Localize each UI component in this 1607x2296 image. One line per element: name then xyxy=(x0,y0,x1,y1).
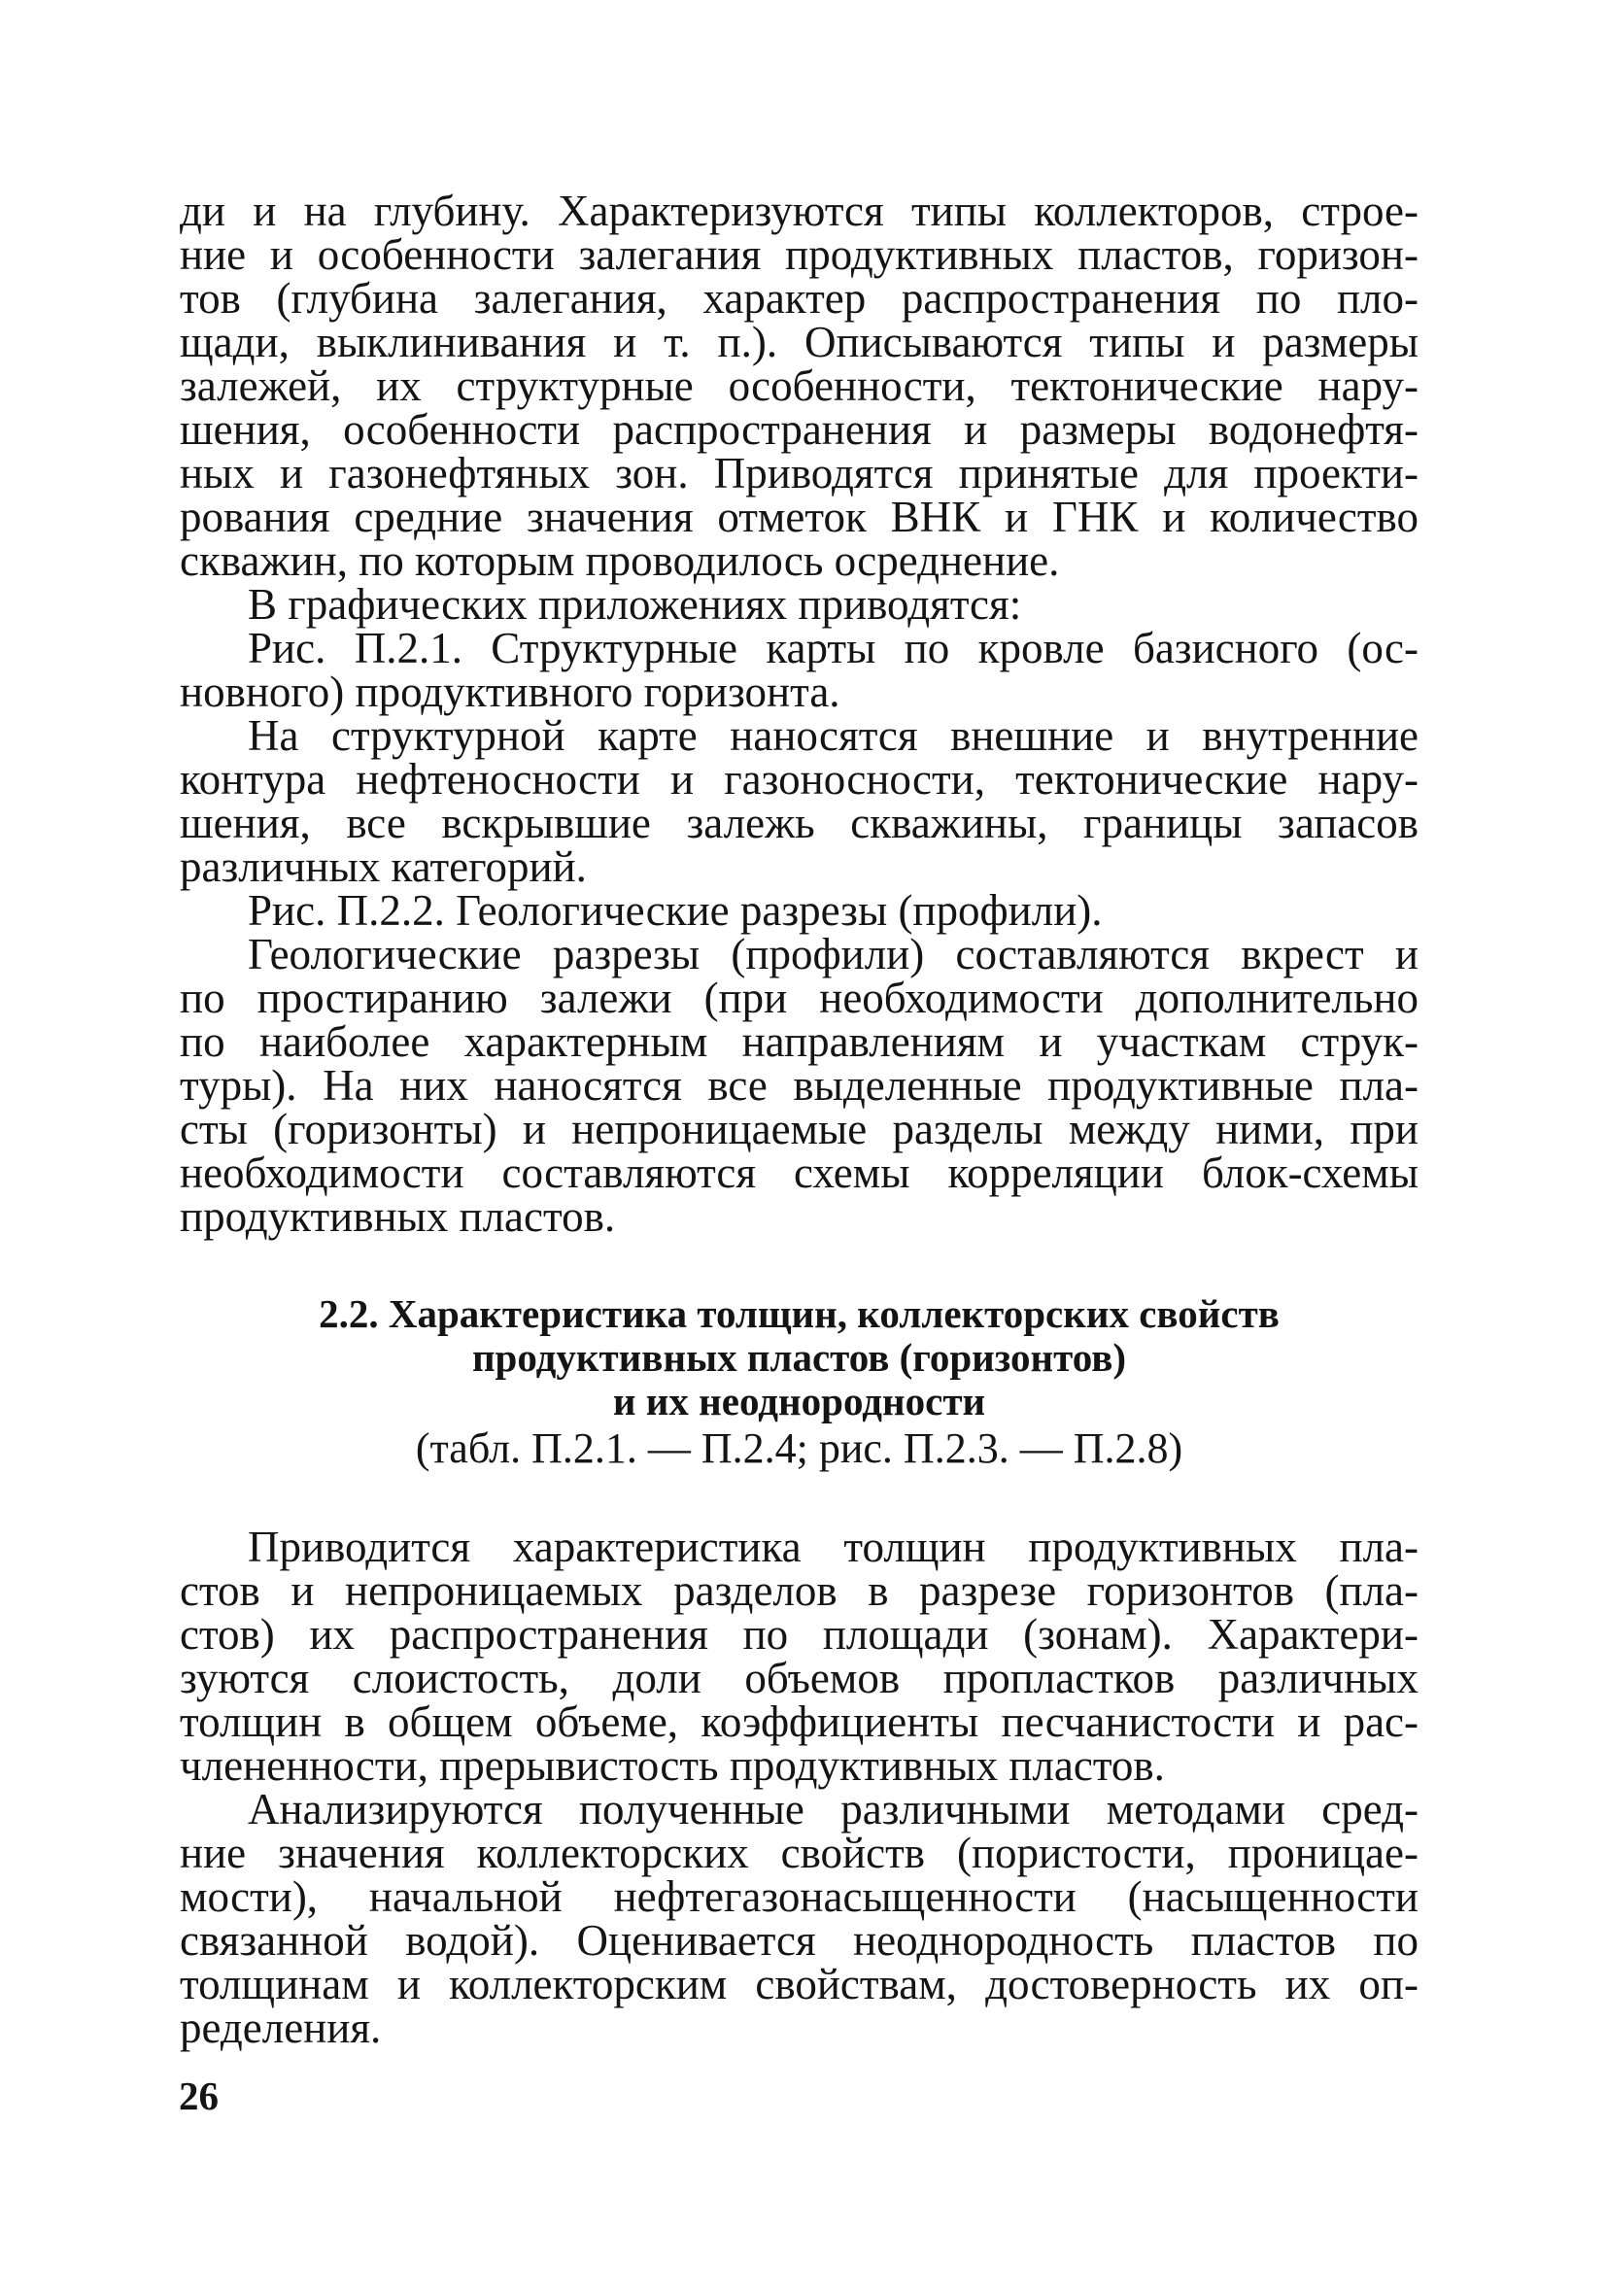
body-text-line: На структурной карте наносятся внешние и внутренние xyxy=(248,711,1419,760)
figure-caption-line: новного) продуктивного горизонта. xyxy=(180,668,840,716)
body-text-line: мости), начальной нефтегазонасыщенности (насыщенности xyxy=(180,1872,1419,1921)
page-number: 26 xyxy=(179,2073,219,2118)
body-text-line: залежей, их структурные особенности, тектонические нару- xyxy=(180,361,1419,410)
figure-caption-line: Рис. П.2.1. Структурные карты по кровле базисного (ос- xyxy=(248,624,1419,672)
section-heading-line: продуктивных пластов (горизонтов) xyxy=(471,1335,1127,1380)
body-text-line: Приводится характеристика толщин продуктивных пла- xyxy=(248,1523,1419,1571)
body-text-line: тов (глубина залегания, характер распространения по пло- xyxy=(180,274,1419,323)
body-text-line: различных категорий. xyxy=(180,842,587,891)
body-text-line: шения, все вскрывшие залежь скважины, границы запасов xyxy=(180,799,1419,847)
body-text-line: Анализируются полученные различными методами сред- xyxy=(248,1785,1419,1833)
body-text-line: стов) их распространения по площади (зонам). Характери- xyxy=(180,1610,1419,1659)
body-text-line: по простиранию залежи (при необходимости дополнительно xyxy=(180,974,1419,1022)
body-text-line: рования средние значения отметок ВНК и ГНК и количество xyxy=(180,493,1419,541)
section-heading-line: и их неоднородности xyxy=(612,1379,986,1423)
body-text-line: ных и газонефтяных зон. Приводятся принятые для проекти- xyxy=(180,449,1419,497)
body-text-line: сты (горизонты) и непроницаемые разделы между ними, при xyxy=(180,1105,1419,1153)
body-text-line: В графических приложениях приводятся: xyxy=(248,580,1022,629)
body-text-line: контура нефтеносности и газоносности, тектонические нару- xyxy=(180,755,1419,804)
body-text-line: стов и непроницаемых разделов в разрезе горизонтов (пла- xyxy=(180,1566,1419,1615)
body-text-line: зуются слоистость, доли объемов пропластков различных xyxy=(180,1654,1419,1702)
body-text-line: ние значения коллекторских свойств (пористости, проницае- xyxy=(180,1829,1419,1877)
body-text-line: шения, особенности распространения и размеры водонефтя- xyxy=(180,405,1419,454)
body-text-line: туры). На них наносятся все выделенные продуктивные пла- xyxy=(180,1061,1419,1110)
body-text-line: связанной водой). Оценивается неоднородность пластов по xyxy=(180,1916,1419,1965)
body-text-line: толщинам и коллекторским свойствам, достоверность их оп- xyxy=(180,1960,1419,2008)
body-text-line: необходимости составляются схемы корреляции блок-схемы xyxy=(180,1148,1419,1197)
body-text-line: скважин, по которым проводилось осреднение. xyxy=(180,536,1060,585)
body-text-line: ние и особенности залегания продуктивных пластов, горизон- xyxy=(180,230,1419,279)
figure-caption-line: Рис. П.2.2. Геологические разрезы (профили). xyxy=(248,886,1103,935)
body-text-line: Геологические разрезы (профили) составляются вкрест и xyxy=(248,930,1419,978)
body-text-line: по наиболее характерным направлениям и участкам струк- xyxy=(180,1017,1419,1066)
section-references: (табл. П.2.1. — П.2.4; рис. П.2.3. — П.2.8) xyxy=(415,1424,1183,1472)
body-text-line: члененности, прерывистость продуктивных пластов. xyxy=(180,1741,1165,1790)
section-heading-line: 2.2. Характеристика толщин, коллекторских свойств xyxy=(319,1291,1280,1336)
body-text-line: ди и на глубину. Характеризуются типы коллекторов, строе- xyxy=(180,187,1419,235)
body-text-line: продуктивных пластов. xyxy=(180,1192,616,1241)
body-text-line: толщин в общем объеме, коэффициенты песчанистости и рас- xyxy=(180,1697,1419,1746)
body-text-line: щади, выклинивания и т. п.). Описываются типы и размеры xyxy=(180,318,1419,366)
body-text-line: ределения. xyxy=(180,2004,382,2052)
